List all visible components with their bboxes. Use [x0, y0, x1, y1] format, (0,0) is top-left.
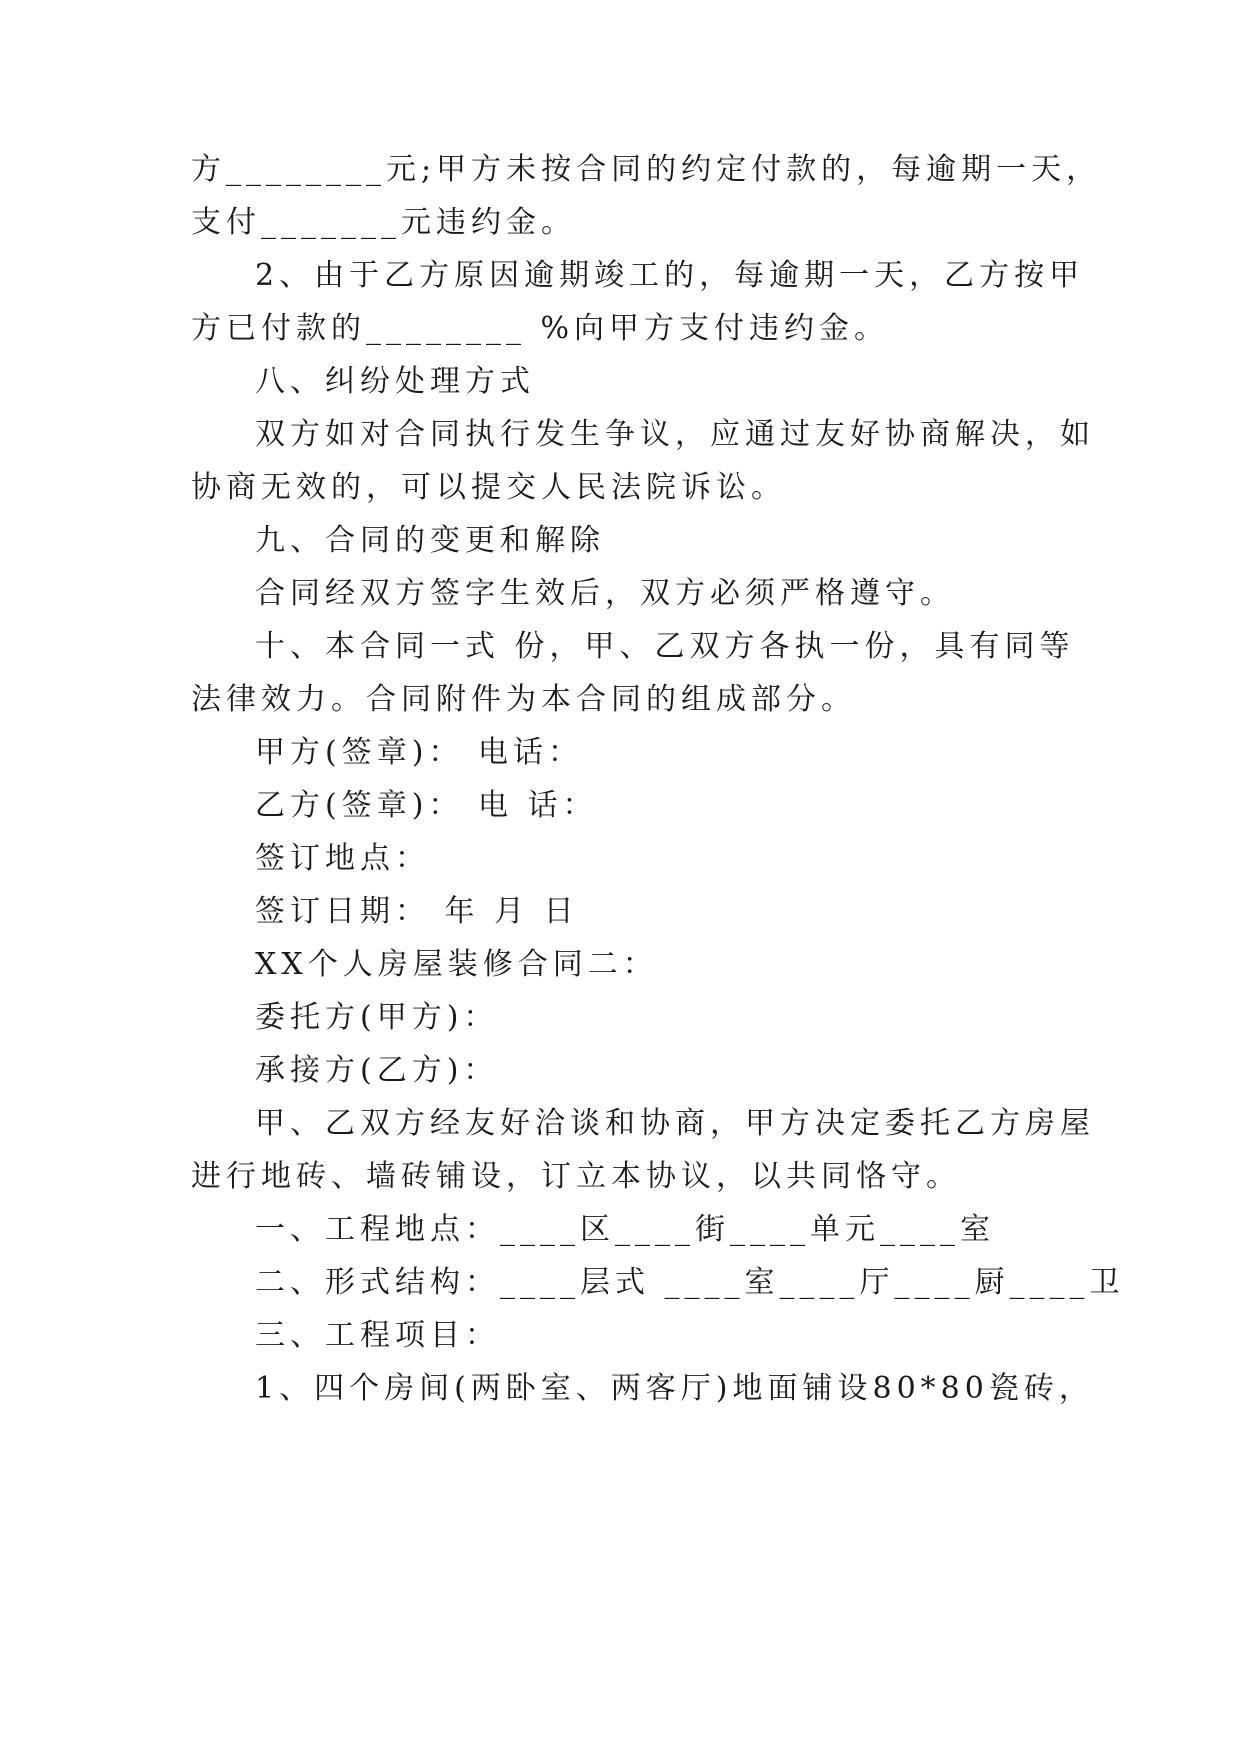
text-line: 1、四个房间(两卧室、两客厅)地面铺设80*80瓷砖， [255, 1371, 1094, 1406]
text-line: 进行地砖、墙砖铺设，订立本协议，以共同恪守。 [191, 1159, 961, 1194]
text-line: 2、由于乙方原因逾期竣工的，每逾期一天，乙方按甲 [255, 258, 1085, 293]
text-line: 十、本合同一式 份，甲、乙双方各执一份，具有同等 [255, 629, 1075, 664]
section-heading: 三、工程项目： [255, 1318, 500, 1353]
party-line: 承接方(乙方)： [255, 1053, 499, 1088]
text-line: 二、形式结构：____层式 ____室____厅____厨____卫 [255, 1265, 1125, 1300]
text-line: 支付_______元违约金。 [191, 205, 576, 240]
text-line: 双方如对合同执行发生争议，应通过友好协商解决，如 [255, 417, 1095, 452]
text-line: 协商无效的，可以提交人民法院诉讼。 [191, 470, 786, 505]
section-heading: 九、合同的变更和解除 [255, 523, 605, 558]
text-line: 法律效力。合同附件为本合同的组成部分。 [191, 682, 856, 717]
party-line: 委托方(甲方)： [255, 1000, 499, 1035]
text-line: 方________元;甲方未按合同的约定付款的，每逾期一天， [191, 152, 1102, 187]
signature-line: 甲方(签章)： 电话： [255, 735, 583, 770]
text-line: 合同经双方签字生效后，双方必须严格遵守。 [255, 576, 955, 611]
text-line: 一、工程地点：____区____街____单元____室 [255, 1212, 995, 1247]
section-heading: 八、纠纷处理方式 [255, 364, 535, 399]
text-line: 甲、乙双方经友好洽谈和协商，甲方决定委托乙方房屋 [255, 1106, 1095, 1141]
text-line: 方已付款的________ %向甲方支付违约金。 [191, 311, 890, 346]
signing-date: 签订日期： 年 月 日 [255, 894, 579, 929]
contract-title: XX个人房屋装修合同二： [255, 947, 658, 982]
signing-place: 签订地点： [255, 841, 430, 876]
signature-line: 乙方(签章)： 电 话： [255, 788, 598, 823]
